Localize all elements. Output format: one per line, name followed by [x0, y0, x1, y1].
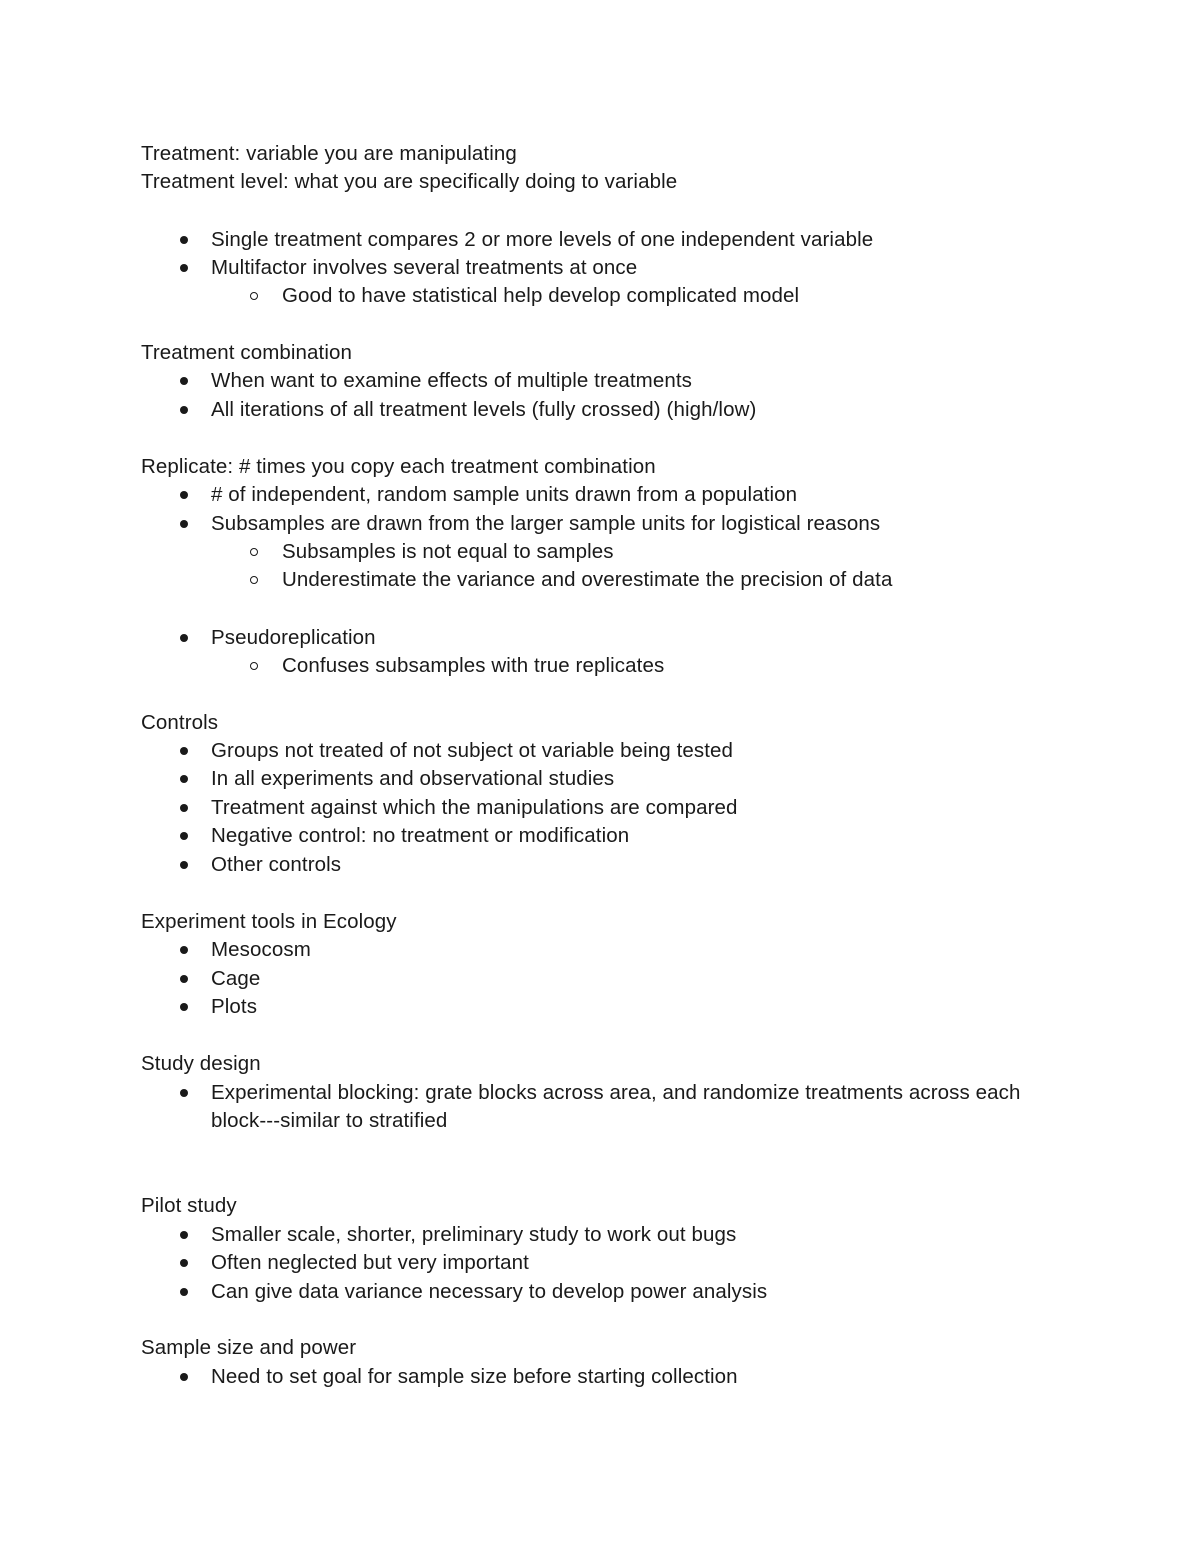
bullet-icon: [180, 804, 188, 812]
bullet-item-text: Can give data variance necessary to develop power analysis: [211, 1280, 768, 1303]
bullet-item-text: Other controls: [211, 853, 342, 876]
section-heading-text: Treatment: variable you are manipulating: [141, 142, 517, 165]
bullet-item-text: Single treatment compares 2 or more levels of one independent variable: [211, 228, 874, 251]
hollow-bullet-icon: [250, 292, 258, 300]
section-heading-text: Treatment level: what you are specifically doing to variable: [141, 170, 678, 193]
bullet-item-text: Often neglected but very important: [211, 1251, 529, 1274]
bullet-item-text: Pseudoreplication: [211, 626, 376, 649]
bullet-item-text: Experimental blocking: grate blocks across area, and randomize treatments across each: [211, 1081, 1021, 1104]
bullet-item-text: Smaller scale, shorter, preliminary study to work out bugs: [211, 1223, 737, 1246]
bullet-item-text: When want to examine effects of multiple treatments: [211, 369, 693, 392]
section-heading-text: Study design: [141, 1052, 261, 1075]
bullet-icon: [180, 1231, 188, 1239]
section-heading-text: Treatment combination: [141, 341, 352, 364]
bullet-icon: [180, 264, 188, 272]
bullet-item-text: # of independent, random sample units drawn from a population: [211, 483, 798, 506]
section-heading-text: Pilot study: [141, 1194, 237, 1217]
bullet-icon: [180, 861, 188, 869]
section-heading-text: Experiment tools in Ecology: [141, 910, 397, 933]
bullet-icon: [180, 1089, 188, 1097]
section-heading-text: Replicate: # times you copy each treatment combination: [141, 455, 656, 478]
sub-bullet-item-text: Underestimate the variance and overestimate the precision of data: [282, 568, 893, 591]
bullet-item-text: block---similar to stratified: [211, 1109, 448, 1132]
bullet-icon: [180, 747, 188, 755]
bullet-item-text: Need to set goal for sample size before starting collection: [211, 1365, 738, 1388]
hollow-bullet-icon: [250, 548, 258, 556]
bullet-item-text: In all experiments and observational studies: [211, 767, 615, 790]
bullet-item-text: Cage: [211, 967, 261, 990]
bullet-item-text: Treatment against which the manipulations are compared: [211, 796, 738, 819]
bullet-icon: [180, 1259, 188, 1267]
bullet-icon: [180, 377, 188, 385]
hollow-bullet-icon: [250, 662, 258, 670]
bullet-icon: [180, 236, 188, 244]
bullet-icon: [180, 406, 188, 414]
bullet-item-text: Negative control: no treatment or modification: [211, 824, 630, 847]
bullet-icon: [180, 634, 188, 642]
bullet-item-text: Multifactor involves several treatments at once: [211, 256, 638, 279]
bullet-icon: [180, 1373, 188, 1381]
bullet-icon: [180, 946, 188, 954]
bullet-item-text: All iterations of all treatment levels (fully crossed) (high/low): [211, 398, 757, 421]
bullet-icon: [180, 491, 188, 499]
bullet-item-text: Mesocosm: [211, 938, 311, 961]
bullet-icon: [180, 1003, 188, 1011]
sub-bullet-item-text: Good to have statistical help develop complicated model: [282, 284, 800, 307]
bullet-icon: [180, 775, 188, 783]
sub-bullet-item-text: Confuses subsamples with true replicates: [282, 654, 665, 677]
section-heading-text: Sample size and power: [141, 1336, 357, 1359]
bullet-icon: [180, 520, 188, 528]
section-heading-text: Controls: [141, 711, 219, 734]
bullet-icon: [180, 832, 188, 840]
bullet-item-text: Subsamples are drawn from the larger sample units for logistical reasons: [211, 512, 881, 535]
sub-bullet-item-text: Subsamples is not equal to samples: [282, 540, 614, 563]
bullet-icon: [180, 1288, 188, 1296]
bullet-item-text: Plots: [211, 995, 258, 1018]
hollow-bullet-icon: [250, 576, 258, 584]
bullet-icon: [180, 975, 188, 983]
bullet-item-text: Groups not treated of not subject ot variable being tested: [211, 739, 734, 762]
